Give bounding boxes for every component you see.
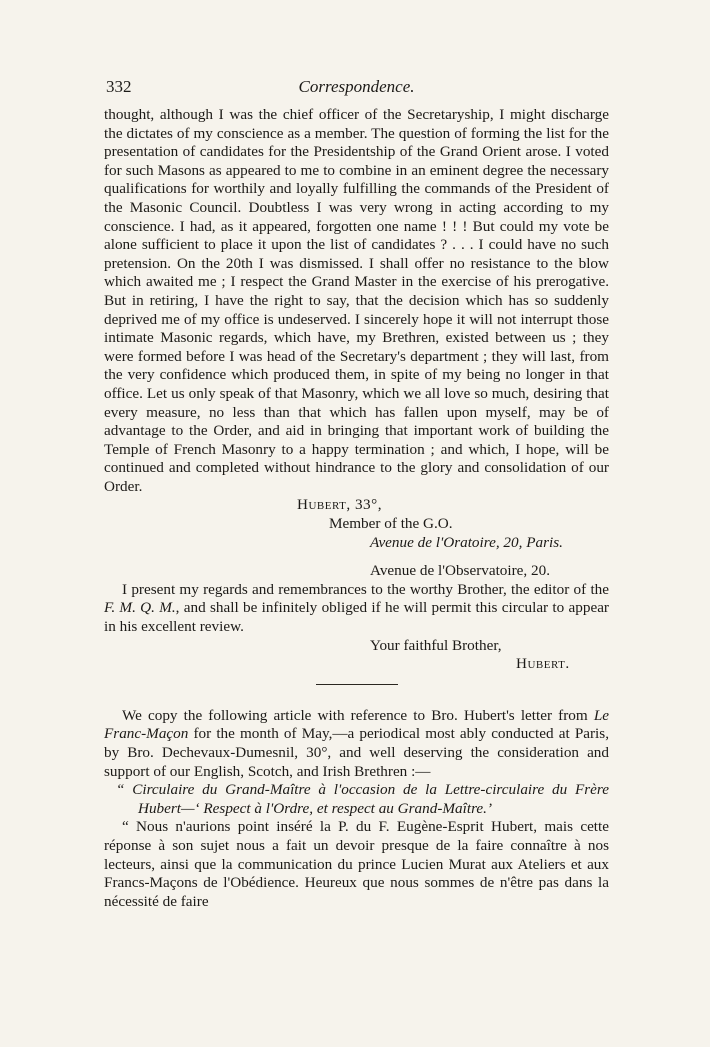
postscript-pre: I present my regards and remembrances to the worthy Brother, the editor of the xyxy=(122,580,609,598)
text-column xyxy=(104,76,609,911)
signature-address-2: Avenue de l'Observatoire, 20. xyxy=(370,562,551,580)
french-heading: “ Circulaire du Grand-Maître à l'occasion de la Lettre-circulaire du Frère Hubert—‘ Respect à l'Ordre, et respect au Grand-Maître.’ xyxy=(116,781,609,817)
postscript-post: , and shall be infinitely obliged if he will permit this circular to appear in his excellent review. xyxy=(104,599,609,636)
signature-address-1-text: Avenue de l'Oratoire, 20, Paris. xyxy=(370,533,563,551)
signature-name: Hubert, 33°, xyxy=(297,496,383,514)
french-body: “ Nous n'aurions point inséré la P. du F. Eugène-Esprit Hubert, mais cette réponse à son sujet nous a fait un devoir presque de la faire connaître à nos lecteurs, ainsi que la communication du prince Lucien Murat aux Ateliers et aux Francs-Maçons de l'Obédience. Heureux que nous sommes de n'être pas dans la nécessité de faire xyxy=(104,818,609,910)
running-header xyxy=(104,76,609,106)
section-divider xyxy=(316,684,398,685)
article-intro-post: for the month of May,—a periodical most ably conducted at Paris, by Bro. Dechevaux-Dumesnil, 30°, and well deserving the consideration and support of our English, Scotch, and Irish Brethren :— xyxy=(104,725,609,780)
letter-body: thought, although I was the chief officer of the Secretaryship, I might discharge the dictates of my conscience as a member. The question of forming the list for the presentation of candidates for the Presidentship of the Grand Orient arose. I voted for such Masons as appeared to me to combine in an eminent degree the necessary qualifications for worthily and loyally fulfilling the commands of the President of the Masonic Council. Doubtless I was very wrong in acting according to my conscience. I had, as it appeared, forgotten one name ! ! ! But could my vote be alone sufficient to place it upon the list of candidates ? . . . I could have no such pretension. On the 20th I was dismissed. I shall offer no resistance to the blow which awaited me ; I respect the Grand Master in the exercise of his prerogative. But in retiring, I have the right to say, that the decision which has so suddenly deprived me of my office is undeserved. I sincerely hope it will not interrupt those intimate Masonic regards, which have, my Brethren, existed between us ; they were formed before I was head of the Secretary's department ; they will last, from the very confidence which produced them, in spite of my being no longer in that office. Let us only speak of that Masonry, which we all love so much, desiring that every measure, no less than that which has fallen upon myself, may be of advantage to the Order, and aid in bringing that important work of building the Temple of French Masonry to a happy termination ; and which, I hope, will be continued and completed without hindrance to the glory and consolidation of our Order. xyxy=(104,106,609,495)
closing-name: Hubert. xyxy=(516,655,570,673)
closing: Your faithful Brother, xyxy=(370,636,502,654)
postscript-journal: F. M. Q. M. xyxy=(104,599,176,617)
postscript xyxy=(104,581,609,637)
signature-address-1 xyxy=(104,534,609,553)
article-intro-journal: Le Franc-Maçon xyxy=(104,706,609,743)
running-title: Correspondence. xyxy=(298,77,415,96)
spacer xyxy=(104,552,609,562)
article-intro xyxy=(104,707,609,781)
page-number: 332 xyxy=(106,77,132,96)
article-intro-pre: We copy the following article with reference to Bro. Hubert's letter from xyxy=(122,706,594,724)
signature-role: Member of the G.O. xyxy=(329,515,453,533)
